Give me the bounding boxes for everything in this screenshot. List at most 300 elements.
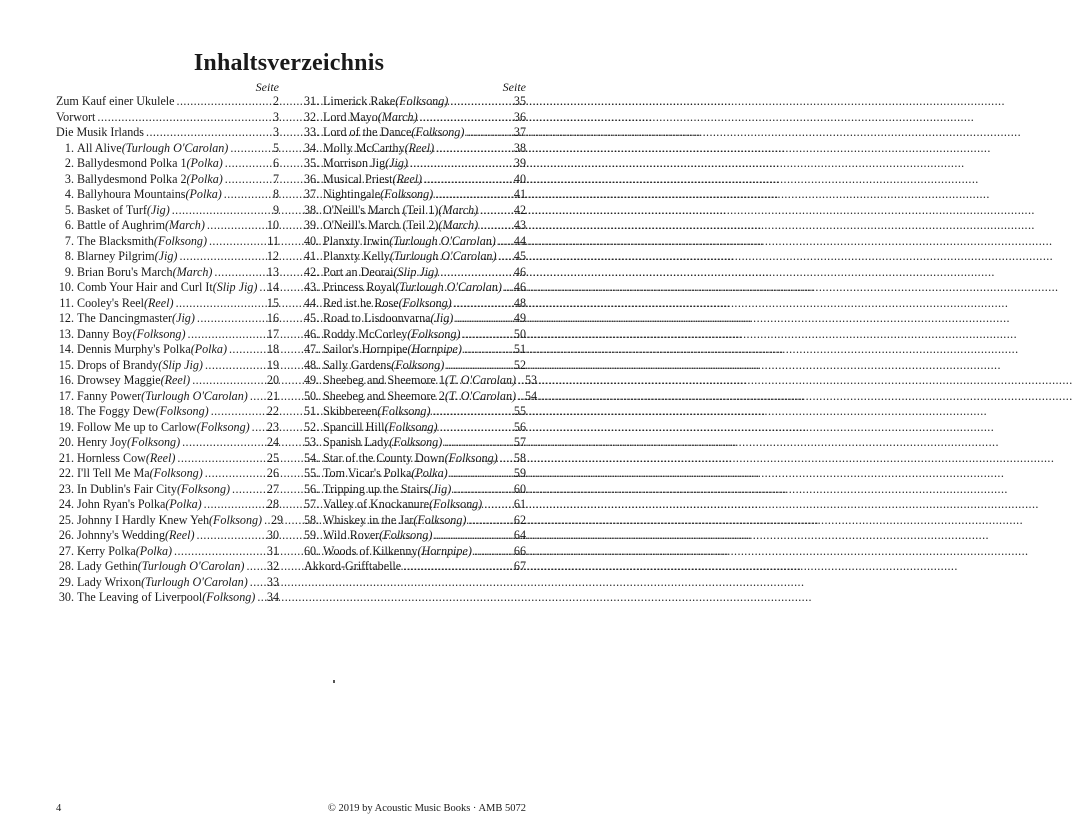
entry-page: 34: [266, 590, 279, 604]
dot-leader: [257, 590, 264, 606]
toc-entry: [304, 559, 526, 575]
toc-entry: [56, 512, 284, 529]
entry-title: Kerry Polka: [77, 543, 136, 558]
entry-number: 5.: [64, 202, 74, 217]
entry-number: 30.: [58, 590, 74, 604]
entry-page: 38: [513, 140, 526, 155]
dot-leader: [450, 466, 511, 482]
dot-leader: [454, 296, 511, 312]
entry-number: 32.: [304, 109, 320, 124]
entry-genre: (Turlough O'Carolan): [141, 574, 248, 589]
dot-leader: [209, 234, 264, 250]
entry-page: 27: [266, 481, 279, 496]
entry-title: The Foggy Dew: [77, 404, 156, 418]
entry-number: 31.: [304, 94, 320, 108]
entry-genre: (Reel): [145, 450, 176, 465]
entry-number: 25.: [58, 512, 74, 527]
dot-leader: [424, 172, 511, 188]
entry-page: 3: [272, 125, 279, 139]
toc-entry: [304, 404, 526, 420]
toc-entry: [56, 559, 279, 575]
entry-number: 7.: [64, 233, 74, 248]
toc-entry: [56, 172, 279, 188]
page-column-header: Seite: [502, 80, 526, 94]
entry-genre: (Reel): [160, 373, 191, 387]
entry-genre: (Folksong): [391, 357, 445, 372]
toc-entry: [56, 203, 279, 219]
entry-genre: (Jig): [385, 156, 408, 170]
toc-entry: [56, 482, 279, 498]
entry-genre: (Folksong): [149, 466, 203, 480]
entry-title: The Dancingmaster: [77, 311, 173, 325]
entry-genre: (Jig): [428, 481, 452, 496]
toc-entry: [56, 373, 279, 389]
entry-title: Ballyhoura Mountains: [77, 187, 186, 201]
toc-entry: [56, 141, 279, 157]
entry-page: 53: [524, 373, 538, 387]
entry-title: Princess Royal: [323, 280, 396, 294]
page-title: Inhaltsverzeichnis: [193, 50, 385, 77]
toc-entry: [304, 94, 526, 110]
entry-title: Dennis Murphy's Polka: [77, 342, 191, 356]
entry-genre: (Turlough O'Carolan): [137, 559, 245, 573]
entry-title: Sheebeg and Sheemore 2: [323, 388, 445, 403]
entry-genre: (Jig): [172, 311, 195, 325]
entry-title: Planxty Kelly: [323, 249, 390, 263]
toc-entry: [304, 466, 526, 482]
entry-genre: (Polka): [165, 497, 202, 511]
entry-page: 58: [513, 450, 526, 465]
entry-genre: (March): [172, 264, 213, 279]
entry-genre: (Polka): [185, 187, 222, 201]
entry-genre: (Folksong): [413, 512, 467, 527]
entry-genre: (Folksong): [395, 94, 449, 108]
entry-genre: (Polka): [186, 156, 223, 170]
dot-leader: [179, 249, 264, 265]
entry-number: 17.: [58, 388, 74, 403]
entry-genre: (Folksong): [380, 187, 434, 201]
entry-title: Spanish Lady: [323, 435, 390, 449]
entry-title: Blarney Pilgrim: [77, 249, 155, 263]
dot-leader: [500, 451, 511, 467]
entry-title: Ballydesmond Polka 2: [77, 171, 187, 186]
entry-title: Skibbereen: [323, 404, 378, 418]
toc-entry: [56, 466, 279, 482]
entry-number: 28.: [58, 559, 74, 573]
entry-number: 27.: [58, 543, 74, 558]
dot-leader: [176, 296, 264, 312]
toc-entry: [56, 187, 279, 203]
entry-page: 29: [271, 512, 284, 527]
toc-entry: [56, 156, 279, 172]
entry-title: Sheebeg and Sheemore 1: [323, 373, 445, 387]
dot-leader: [432, 404, 511, 420]
entry-page: 20: [266, 373, 279, 387]
toc-entry: [304, 513, 526, 529]
entry-number: 35.: [304, 156, 320, 170]
toc-entry: [304, 435, 526, 451]
entry-page: 33: [266, 574, 279, 589]
dot-leader: [214, 265, 264, 281]
entry-title: Die Musik Irlands: [56, 125, 145, 139]
toc-entry: [56, 234, 279, 250]
dot-leader: [453, 482, 511, 498]
entry-title: Ballydesmond Polka 1: [77, 156, 187, 170]
entry-title: Lady Gethin: [77, 559, 138, 573]
dot-leader: [205, 358, 264, 374]
entry-title: Port an Deorai: [323, 264, 394, 279]
entry-page: 42: [513, 202, 526, 217]
entry-number: 41.: [304, 249, 320, 263]
entry-page: 43: [513, 218, 526, 232]
entry-genre: (Folksong): [398, 295, 452, 310]
entry-number: 49.: [304, 373, 320, 387]
entry-page: 36: [513, 109, 526, 124]
entry-number: 4.: [64, 187, 74, 201]
entry-number: 45.: [304, 311, 320, 325]
toc-entry: [304, 156, 526, 172]
entry-number: 22.: [58, 466, 74, 480]
dot-leader: [182, 435, 264, 451]
toc-entry: [304, 218, 526, 234]
entry-number: 26.: [58, 528, 74, 542]
entry-page: 55: [513, 404, 526, 418]
entry-page: 56: [513, 419, 526, 434]
entry-page: 67: [513, 559, 526, 573]
entry-page: 25: [266, 450, 279, 465]
toc-entry: [56, 435, 279, 451]
entry-genre: (Reel): [165, 528, 195, 542]
entry-page: 44: [513, 233, 526, 248]
toc-entry: [56, 358, 279, 374]
entry-title: Woods of Kilkenny: [323, 543, 418, 558]
toc-entry: [304, 187, 526, 203]
entry-title: Nightingale: [323, 187, 381, 201]
entry-number: 52.: [304, 419, 320, 434]
entry-number: 58.: [304, 512, 320, 527]
entry-page: 7: [272, 171, 279, 186]
entry-number: 37.: [304, 187, 320, 201]
entry-genre: (Jig): [154, 249, 178, 263]
toc-entry: [56, 420, 279, 436]
entry-title: Tripping up the Stairs: [323, 481, 429, 496]
toc-entry: [304, 141, 526, 157]
dot-leader: [450, 94, 511, 110]
dot-leader: [264, 513, 268, 529]
entry-title: Limerick Rake: [323, 94, 396, 108]
entry-number: 39.: [304, 218, 320, 232]
toc-entry: [56, 342, 279, 358]
entry-genre: (Slip Jig): [212, 280, 258, 294]
entry-title: All Alive: [77, 140, 122, 155]
dot-leader: [498, 234, 511, 250]
entry-genre: (March): [438, 202, 479, 217]
entry-title: Roddy McCorley: [323, 326, 408, 341]
entry-genre: (Folksong): [444, 450, 498, 465]
entry-genre: (Folksong): [153, 233, 207, 248]
entry-genre: (Slip Jig): [158, 357, 203, 372]
dot-leader: [205, 466, 264, 482]
entry-title: Star of the County Down: [323, 450, 445, 465]
entry-title: Fanny Power: [77, 388, 142, 403]
dot-leader: [252, 420, 264, 436]
entry-genre: (T. O'Carolan): [444, 388, 517, 403]
entry-page: 12: [266, 249, 279, 263]
entry-genre: (Folksong): [132, 326, 186, 341]
entry-genre: (Polka): [190, 342, 227, 356]
entry-title: Henry Joy: [77, 435, 128, 449]
entry-number: 57.: [304, 497, 320, 511]
entry-page: 19: [266, 357, 279, 372]
dot-leader: [207, 218, 264, 234]
entry-number: 10.: [58, 280, 74, 294]
toc-entry: [304, 110, 526, 126]
dot-leader: [504, 280, 511, 296]
entry-page: 2: [272, 94, 279, 108]
toc-entry: [56, 296, 279, 312]
dot-leader: [204, 497, 264, 513]
entry-page: 66: [513, 543, 526, 558]
entry-number: 18.: [58, 404, 74, 418]
toc-entry: [56, 265, 279, 281]
entry-number: 34.: [304, 140, 320, 155]
entry-page: 10: [266, 218, 279, 232]
toc-entry: [56, 590, 279, 606]
entry-number: 11.: [59, 295, 74, 310]
dot-leader: [246, 559, 264, 575]
entry-page: 61: [513, 497, 526, 511]
entry-number: 33.: [304, 125, 320, 139]
entry-page: 41: [513, 187, 526, 201]
toc-entry: [304, 296, 526, 312]
entry-title: Molly McCarthy: [323, 140, 405, 155]
dot-leader: [466, 125, 511, 141]
toc-list-left: [56, 94, 284, 606]
entry-page: 17: [266, 326, 279, 341]
entry-number: 48.: [304, 357, 320, 372]
entry-title: Drowsey Maggie: [77, 373, 161, 387]
entry-title: Morrison Jig: [323, 156, 386, 170]
dot-leader: [403, 559, 511, 575]
entry-genre: (Folksong): [379, 528, 433, 542]
dot-leader: [420, 110, 511, 126]
toc-entry: [304, 482, 526, 498]
entry-number: 14.: [58, 342, 74, 356]
entry-genre: (Slip Jig): [393, 264, 439, 279]
entry-title: Zum Kauf einer Ukulele: [56, 94, 175, 108]
toc-entry: [304, 265, 526, 281]
entry-title: Road to Lisdoonvarna: [323, 311, 431, 325]
entry-number: 47.: [304, 342, 320, 356]
entry-genre: (Folksong): [127, 435, 181, 449]
entry-number: 54.: [304, 450, 320, 465]
entry-page: 5: [272, 140, 279, 155]
entry-page: 31: [266, 543, 279, 558]
entry-page: 49: [513, 311, 526, 325]
entry-page: 50: [513, 326, 526, 341]
entry-genre: (Polka): [411, 466, 448, 480]
toc-entry: [304, 203, 526, 219]
toc-entry: [56, 575, 279, 591]
entry-genre: (Folksong): [384, 419, 438, 434]
toc-entry: [56, 544, 279, 560]
toc-entry: [56, 404, 279, 420]
entry-genre: (Turlough O'Carolan): [395, 280, 502, 294]
dot-leader: [468, 513, 511, 529]
entry-page: 18: [266, 342, 279, 356]
entry-title: Valley of Knockanure: [323, 497, 430, 511]
entry-genre: (Folksong): [411, 125, 465, 139]
entry-genre: (Folksong): [176, 481, 231, 496]
toc-column-right: [304, 80, 538, 575]
dot-leader: [455, 311, 511, 327]
entry-number: 40.: [304, 233, 320, 248]
dot-leader: [434, 528, 511, 544]
entry-title: Drops of Brandy: [77, 357, 159, 372]
entry-genre: (Folksong): [377, 404, 431, 418]
entry-page: 45: [513, 249, 526, 263]
entry-number: 29.: [58, 574, 74, 589]
entry-number: 43.: [304, 280, 320, 294]
entry-page: 30: [266, 528, 279, 542]
entry-number: 42.: [304, 264, 320, 279]
entry-page: 15: [266, 295, 279, 310]
dot-leader: [480, 218, 511, 234]
entry-page: 6: [272, 156, 279, 170]
dot-leader: [436, 141, 511, 157]
entry-page: 9: [272, 202, 279, 217]
entry-genre: (T. O'Carolan): [444, 373, 517, 387]
toc-column-left: [56, 80, 284, 606]
dot-leader: [484, 497, 511, 513]
entry-page: 51: [513, 342, 526, 356]
entry-title: Comb Your Hair and Curl It: [77, 280, 213, 294]
toc-entry: [304, 451, 526, 467]
dot-leader: [464, 342, 511, 358]
dot-leader: [446, 358, 511, 374]
entry-number: 6.: [64, 218, 74, 232]
entry-genre: (Folksong): [407, 326, 461, 341]
dot-leader: [174, 544, 264, 560]
entry-title: The Blacksmith: [77, 233, 154, 248]
entry-genre: (Hornpipe): [407, 342, 462, 356]
entry-page: 46: [513, 280, 526, 294]
entry-title: Akkord-Grifftabelle: [304, 559, 402, 573]
entry-page: 28: [266, 497, 279, 511]
dot-leader: [440, 265, 511, 281]
entry-page: 22: [266, 404, 279, 418]
entry-title: Basket of Turf: [77, 202, 147, 217]
entry-page: 62: [513, 512, 526, 527]
dot-leader: [518, 389, 522, 405]
entry-number: 8.: [64, 249, 74, 263]
dot-leader: [225, 172, 264, 188]
entry-title: O'Neill's March (Teil 2): [323, 218, 439, 232]
toc-entry: [56, 327, 279, 343]
entry-number: 12.: [58, 311, 74, 325]
entry-page: 54: [524, 388, 538, 403]
entry-genre: (Turlough O'Carolan): [141, 388, 248, 403]
entry-genre: (March): [438, 218, 479, 232]
entry-title: The Leaving of Liverpool: [77, 590, 203, 604]
footer-page-number: 4: [56, 803, 62, 814]
entry-page: 64: [513, 528, 526, 542]
toc-entry: [304, 311, 526, 327]
entry-number: 3.: [64, 171, 74, 186]
entry-number: 38.: [304, 202, 320, 217]
entry-genre: (Reel): [392, 171, 423, 186]
entry-page: 40: [513, 171, 526, 186]
toc-entry: [304, 125, 526, 141]
entry-title: Brian Boru's March: [77, 264, 173, 279]
entry-title: Johnny's Wedding: [77, 528, 165, 542]
entry-page: 16: [266, 311, 279, 325]
entry-title: Whiskey in the Jar: [323, 512, 414, 527]
dot-leader: [192, 373, 264, 389]
entry-genre: (Polka): [135, 543, 173, 558]
dot-leader: [197, 528, 264, 544]
dot-leader: [518, 373, 522, 389]
entry-number: 44.: [304, 295, 320, 310]
toc-entry: [304, 388, 538, 405]
entry-title: Sailor's Hornpipe: [323, 342, 408, 356]
dot-leader: [410, 156, 511, 172]
entry-page: 13: [266, 264, 279, 279]
entry-number: 19.: [58, 419, 74, 434]
dot-leader: [172, 203, 264, 219]
dot-leader: [230, 141, 264, 157]
toc-entry: [56, 218, 279, 234]
entry-title: Battle of Aughrim: [77, 218, 166, 232]
toc-entry: [304, 358, 526, 374]
entry-page: 8: [272, 187, 279, 201]
entry-genre: (March): [377, 109, 418, 124]
entry-page: 35: [513, 94, 526, 108]
toc-entry: [304, 249, 526, 265]
entry-title: Sally Gardens: [323, 357, 392, 372]
dot-leader: [250, 389, 264, 405]
entry-title: Lord of the Dance: [323, 125, 412, 139]
entry-number: 1.: [64, 140, 74, 155]
entry-page: 39: [513, 156, 526, 170]
entry-genre: (Polka): [186, 171, 223, 186]
entry-title: Spancill Hill: [323, 419, 385, 434]
entry-page: 32: [266, 559, 279, 573]
entry-genre: (Turlough O'Carolan): [121, 140, 229, 155]
dot-leader: [225, 156, 264, 172]
dot-leader: [188, 327, 264, 343]
entry-title: In Dublin's Fair City: [77, 481, 177, 496]
entry-genre: (March): [165, 218, 205, 232]
entry-genre: (Turlough O'Carolan): [389, 233, 496, 248]
entry-page: 24: [266, 435, 279, 449]
entry-number: 59.: [304, 528, 320, 542]
toc-entry: [56, 451, 279, 467]
entry-number: 51.: [304, 404, 320, 418]
entry-genre: (Reel): [144, 295, 174, 310]
toc-entry: [304, 544, 526, 560]
dot-leader: [435, 187, 511, 203]
entry-title: Musical Priest: [323, 171, 393, 186]
dot-leader: [97, 110, 264, 126]
toc-entry: [56, 94, 279, 110]
entry-page: 23: [266, 419, 279, 434]
entry-genre: (Jig): [146, 202, 170, 217]
entry-page: 57: [513, 435, 526, 449]
dot-leader: [259, 280, 264, 296]
entry-title: O'Neill's March (Teil 1): [323, 202, 439, 217]
entry-page: 3: [272, 109, 279, 124]
